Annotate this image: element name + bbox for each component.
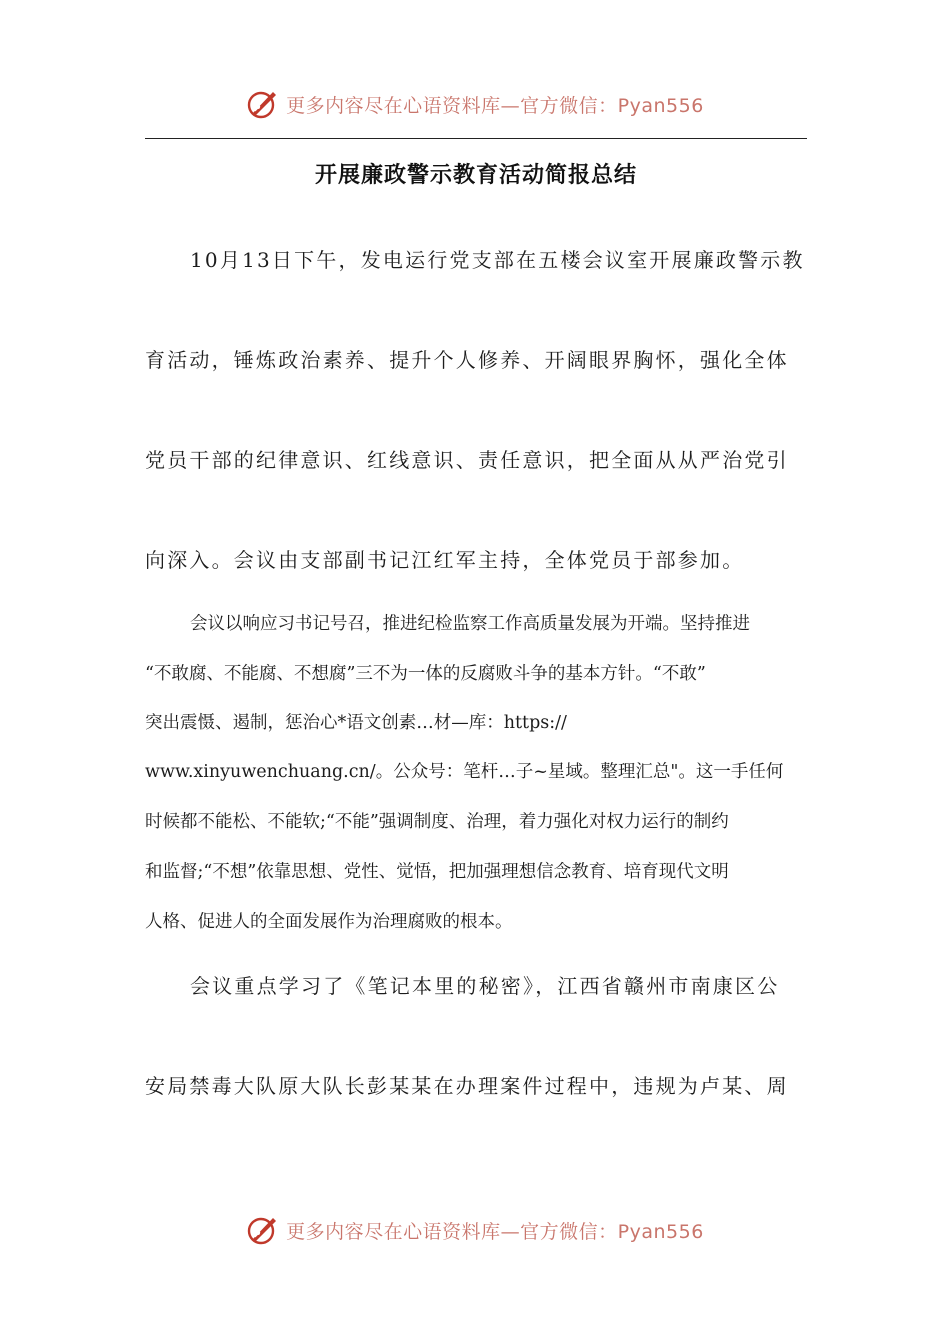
p1-line-2: 育活动，锤炼政治素养、提升个人修养、开阔眼界胸怀，强化全体 [145,348,789,372]
p2-line-7: 人格、促进人的全面发展作为治理腐败的根本。 [145,912,513,932]
p2-line-1: 会议以响应习书记号召，推进纪检监察工作高质量发展为开端。坚持推进 [190,614,750,634]
footer-banner-wechat: 官方微信：Pyan556 [520,1220,704,1243]
p2-line-5: 时候都不能松、不能软;“不能”强调制度、治理，着力强化对权力运行的制约 [145,812,729,832]
p3-line-2: 安局禁毒大队原大队长彭某某在办理案件过程中，违规为卢某、周 [145,1074,789,1098]
header-banner-dash: — [500,94,521,117]
p2-line-3: 突出震慑、遏制，惩治心*语文创素…材—库：https:// [145,713,567,733]
header-banner [0,82,950,126]
p1-line-4: 向深入。会议由支部副书记江红军主持，全体党员于部参加。 [145,548,745,572]
header-banner-wechat: 官方微信：Pyan556 [520,94,704,117]
footer-banner-dash: — [500,1220,521,1243]
p3-line-1: 会议重点学习了《笔记本里的秘密》，江西省赣州市南康区公 [190,974,780,998]
p2-line-2: “不敢腐、不能腐、不想腐”三不为一体的反腐败斗争的基本方针。“不敢” [145,664,706,684]
header-banner-text [286,91,704,118]
footer-banner-text [286,1217,704,1244]
quill-pen-circle-icon [246,87,280,121]
header-divider [145,138,807,139]
p1-line-3: 党员干部的纪律意识、红线意识、责任意识，把全面从从严治党引 [145,448,789,472]
footer-banner-main: 更多内容尽在心语资料库 [286,1220,501,1243]
p2-line-4: www.xinyuwenchuang.cn/。公众号：笔杆…子~星域。整理汇总"。这一手任何 [145,762,784,782]
quill-pen-circle-icon [246,1213,280,1247]
p1-line-1: 10月13日下午，发电运行党支部在五楼会议室开展廉政警示教 [190,248,805,272]
footer-banner [0,1208,950,1252]
p2-line-6: 和监督;“不想”依靠思想、党性、觉悟，把加强理想信念教育、培育现代文明 [145,862,729,882]
document-title: 开展廉政警示教育活动简报总结 [314,162,637,188]
header-banner-main: 更多内容尽在心语资料库 [286,94,501,117]
